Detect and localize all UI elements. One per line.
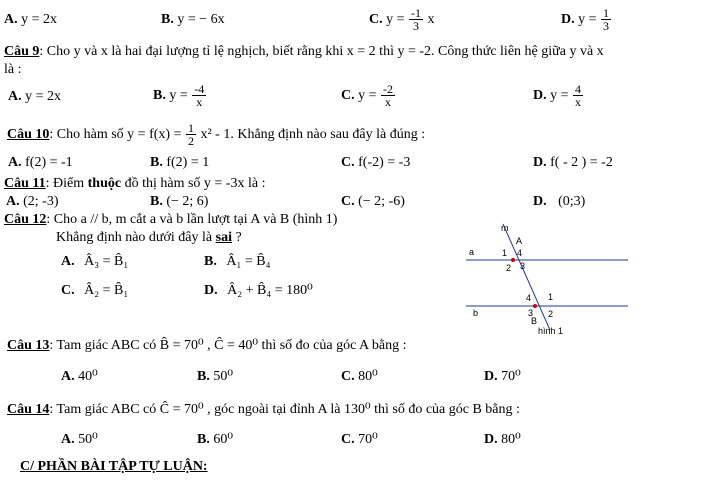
numerator: -4 <box>194 82 205 97</box>
angle-a4-label: 4 <box>517 248 523 258</box>
option-text: 80⁰ <box>358 369 378 384</box>
q14-question <box>7 402 520 418</box>
section-heading: C/ PHẦN BÀI TẬP TỰ LUẬN: <box>20 459 208 474</box>
option-text: y = 2x <box>25 89 62 104</box>
option-text: (− 2; 6) <box>166 194 209 209</box>
question-text: đồ thị hàm số y = -3x là : <box>121 176 266 191</box>
question-text: Khẳng định nào dưới đây là <box>56 230 216 245</box>
option-label: B. <box>197 369 210 384</box>
label-line-a: a <box>469 247 475 257</box>
option-label: A. <box>8 89 22 104</box>
q8-option-a <box>4 12 57 28</box>
q11-option-b <box>150 194 208 210</box>
option-text: x <box>427 12 435 27</box>
q12-option-b <box>204 254 270 270</box>
option-label: B. <box>153 88 166 103</box>
numerator: 1 <box>187 121 194 136</box>
q13-option-c <box>341 369 378 385</box>
option-label: A. <box>6 194 20 209</box>
option-text: y = 2x <box>21 12 58 27</box>
question-text: : Cho y và x là hai đại lượng tỉ lệ nghịch, biết rằng khi x = 2 thì y = -2. Công thức liên hệ giữa y và x <box>39 44 604 59</box>
q12-option-a <box>61 254 128 270</box>
option-text: y = <box>578 12 597 27</box>
denominator: x <box>385 95 392 110</box>
option-label: C. <box>341 88 355 103</box>
q13-option-d <box>484 369 521 385</box>
fraction <box>573 83 583 108</box>
option-text: y = <box>386 12 405 27</box>
q11-option-d <box>533 194 585 210</box>
option-label: D. <box>484 432 498 447</box>
question-emphasis: thuộc <box>87 176 122 191</box>
q10-option-a <box>8 155 73 171</box>
option-label: D. <box>204 283 218 298</box>
angle-b2-label: 2 <box>548 309 554 319</box>
q8-option-d <box>561 6 612 34</box>
q14-option-b <box>197 432 233 448</box>
option-label: C. <box>341 369 355 384</box>
option-label: A. <box>61 432 75 447</box>
option-label: A. <box>61 254 75 269</box>
q12-option-d <box>204 283 313 299</box>
question-label: Câu 12 <box>4 212 47 227</box>
question-label: Câu 9 <box>4 44 40 59</box>
q12-question-cont <box>56 230 242 246</box>
option-text: f(2) = -1 <box>25 155 73 170</box>
denominator: 3 <box>603 19 610 34</box>
q10-question <box>7 121 425 149</box>
q9-option-a <box>8 89 61 105</box>
option-text: Â₁ = B̂₄ <box>226 254 271 269</box>
denominator: x <box>196 95 203 110</box>
point-a <box>511 258 515 262</box>
option-label: B. <box>150 194 163 209</box>
q12-question <box>4 212 337 228</box>
line-m <box>503 224 550 330</box>
option-label: C. <box>61 283 75 298</box>
option-label: A. <box>4 12 18 27</box>
option-label: D. <box>484 369 498 384</box>
option-text: y = − 6x <box>177 12 225 27</box>
label-point-b: B <box>531 316 538 326</box>
option-text: y = <box>169 88 188 103</box>
angle-a3-label: 3 <box>520 261 526 271</box>
question-text: : Tam giác ABC có Ĉ = 70⁰ , góc ngoài tại đỉnh A là 130⁰ thì số đo của góc B bằng : <box>49 402 520 417</box>
option-text: f(2) = 1 <box>166 155 210 170</box>
denominator: 2 <box>187 134 194 149</box>
option-text: y = <box>550 88 569 103</box>
option-text: 40⁰ <box>78 369 98 384</box>
fraction <box>409 7 423 32</box>
option-text: (2; -3) <box>23 194 59 209</box>
option-text: f(-2) = -3 <box>358 155 411 170</box>
q9-question-cont <box>4 62 22 78</box>
q14-option-d <box>484 432 521 448</box>
option-text: y = <box>358 88 377 103</box>
q9-option-d <box>533 82 584 110</box>
question-text: là : <box>4 62 22 77</box>
figure-caption: hình 1 <box>538 326 564 336</box>
option-label: C. <box>341 155 355 170</box>
q11-option-c <box>341 194 405 210</box>
q10-option-d <box>533 155 613 171</box>
angle-b1-label: 1 <box>548 292 554 302</box>
option-label: B. <box>150 155 163 170</box>
angle-b4-label: 4 <box>526 293 532 303</box>
fraction <box>601 7 611 32</box>
option-text: 80⁰ <box>501 432 521 447</box>
numerator: 1 <box>603 6 610 21</box>
option-label: A. <box>61 369 75 384</box>
option-text: f( - 2 ) = -2 <box>550 155 613 170</box>
q13-question <box>7 338 407 354</box>
question-label: Câu 11 <box>4 176 46 191</box>
option-text: (0;3) <box>558 194 586 209</box>
q8-option-c <box>369 6 435 34</box>
q14-option-c <box>341 432 378 448</box>
label-m: m <box>501 223 509 233</box>
option-label: B. <box>197 432 210 447</box>
option-text: 50⁰ <box>78 432 98 447</box>
option-text: Â₂ + B̂₄ = 180⁰ <box>227 283 313 298</box>
q8-option-b <box>161 12 225 28</box>
denominator: x <box>575 95 582 110</box>
angle-a1-label: 1 <box>502 248 508 258</box>
question-text: ? <box>231 230 242 245</box>
question-text: : Điểm <box>45 176 88 191</box>
question-text: : Cho a // b, m cắt a và b lần lượt tại A và B (hình 1) <box>46 212 338 227</box>
option-label: D. <box>561 12 575 27</box>
q12-option-c <box>61 283 128 299</box>
option-text: 50⁰ <box>213 369 233 384</box>
angle-b3-label: 3 <box>528 308 534 318</box>
option-label: B. <box>204 254 217 269</box>
denominator: 3 <box>413 19 420 34</box>
fraction <box>186 122 196 147</box>
option-label: A. <box>8 155 22 170</box>
fraction <box>192 83 206 108</box>
numerator: -2 <box>383 82 394 97</box>
option-label: B. <box>161 12 174 27</box>
q13-option-a <box>61 369 98 385</box>
option-label: C. <box>369 12 383 27</box>
question-label: Câu 10 <box>7 127 50 142</box>
label-line-b: b <box>473 308 479 318</box>
fraction <box>381 83 395 108</box>
question-emphasis: sai <box>215 230 232 245</box>
option-text: (− 2; -6) <box>358 194 405 209</box>
q11-option-a <box>6 194 59 210</box>
question-text: x² - 1. Khẳng định nào sau đây là đúng : <box>200 127 426 142</box>
q10-option-b <box>150 155 209 171</box>
option-label: C. <box>341 194 355 209</box>
angle-a2-label: 2 <box>506 263 512 273</box>
point-b <box>533 304 537 308</box>
question-label: Câu 13 <box>7 338 50 353</box>
option-text: 70⁰ <box>501 369 521 384</box>
option-label: C. <box>341 432 355 447</box>
q9-option-c <box>341 82 396 110</box>
q14-option-a <box>61 432 98 448</box>
parallel-lines-figure <box>466 220 632 338</box>
numerator: -1 <box>411 6 422 21</box>
option-label: D. <box>533 88 547 103</box>
option-label: D. <box>533 194 547 209</box>
option-text: Â₃ = B̂₁ <box>84 254 129 269</box>
q9-option-b <box>153 82 207 110</box>
q13-option-b <box>197 369 233 385</box>
question-text: : Tam giác ABC có B̂ = 70⁰ , Ĉ = 40⁰ thì số đo của góc A bằng : <box>49 338 407 353</box>
option-text: 60⁰ <box>213 432 233 447</box>
q11-question <box>4 176 265 192</box>
q10-option-c <box>341 155 410 171</box>
label-point-a: A <box>516 236 523 246</box>
q9-question <box>4 44 604 60</box>
question-label: Câu 14 <box>7 402 50 417</box>
question-text: : Cho hàm số y = f(x) = <box>49 127 182 142</box>
option-label: D. <box>533 155 547 170</box>
option-text: Â₂ = B̂₁ <box>84 283 129 298</box>
numerator: 4 <box>575 82 582 97</box>
option-text: 70⁰ <box>358 432 378 447</box>
